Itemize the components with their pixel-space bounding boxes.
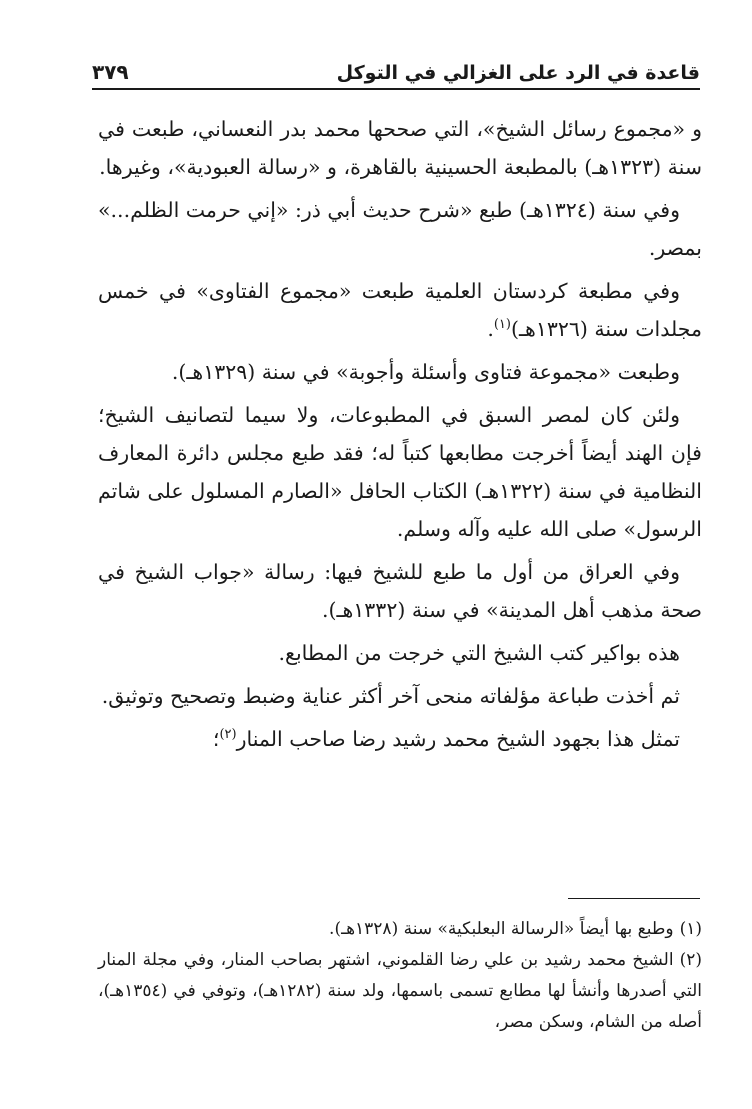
paragraph-3-end: . [487, 317, 494, 341]
running-title: قاعدة في الرد على الغزالي في التوكل [336, 62, 700, 84]
footnote-ref-1[interactable]: (١) [493, 317, 511, 332]
footnotes [98, 914, 702, 1038]
footnote-2 [98, 945, 702, 1038]
paragraph-9 [98, 720, 702, 758]
paragraph-8: ثم أخذت طباعة مؤلفاته منحى آخر أكثر عناية وضبط وتصحيح وتوثيق. [101, 684, 680, 708]
paragraph-4: وطبعت «مجموعة فتاوى وأسئلة وأجوبة» في سنة (١٣٢٩هـ). [171, 360, 680, 384]
page-number: ٣٧٩ [92, 60, 129, 84]
footnote-1-mark: (١) [679, 919, 702, 939]
paragraph-6: وفي العراق من أول ما طبع للشيخ فيها: رسالة «جواب الشيخ في صحة مذهب أهل المدينة» في سنة (١٣٣٢هـ). [98, 560, 702, 622]
footnote-1 [98, 914, 702, 945]
footnote-divider [568, 898, 700, 899]
paragraph-3 [98, 272, 702, 348]
paragraph-1: و «مجموع رسائل الشيخ»، التي صححها محمد بدر النعساني، طبعت في سنة (١٣٢٣هـ) بالمطبعة الحسينية بالقاهرة، و «رسالة العبودية»، وغيرها. [98, 117, 702, 179]
paragraph-7: هذه بواكير كتب الشيخ التي خرجت من المطابع. [278, 641, 680, 665]
footnote-2-text: الشيخ محمد رشيد بن علي رضا القلموني، اشتهر بصاحب المنار، وفي مجلة المنار التي أصدرها وأنشأ لها مطابع تسمى باسمها، ولد سنة (١٢٨٢هـ)، وتوفي في (١٣٥٤هـ)، أصله من الشام، وسكن مصر، [98, 950, 702, 1032]
body-text [98, 110, 702, 763]
page-header [92, 44, 700, 90]
footnote-ref-2[interactable]: (٢) [219, 727, 237, 742]
footnote-1-text: وطبع بها أيضاً «الرسالة البعلبكية» سنة (١٣٢٨هـ). [329, 919, 674, 939]
paragraph-3-text: وفي مطبعة كردستان العلمية طبعت «مجموع الفتاوى» في خمس مجلدات سنة (١٣٢٦هـ) [98, 279, 702, 341]
paragraph-2: وفي سنة (١٣٢٤هـ) طبع «شرح حديث أبي ذر: «إني حرمت الظلم...» بمصر. [98, 198, 702, 260]
paragraph-5: ولئن كان لمصر السبق في المطبوعات، ولا سيما لتصانيف الشيخ؛ فإن الهند أيضاً أخرجت مطابعها كتباً له؛ فقد طبع مجلس دائرة المعارف النظامية في سنة (١٣٢٢هـ) الكتاب الحافل «الصارم المسلول على شاتم الرسول» صلى الله عليه وآله وسلم. [98, 403, 702, 541]
paragraph-9-text: تمثل هذا بجهود الشيخ محمد رشيد رضا صاحب المنار [236, 727, 680, 751]
paragraph-9-end: ؛ [212, 727, 220, 751]
footnote-2-mark: (٢) [679, 950, 702, 970]
